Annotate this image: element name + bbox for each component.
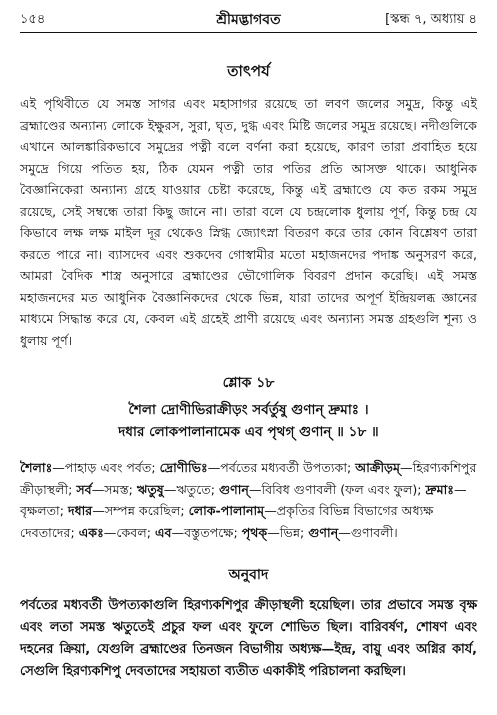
page-content	[20, 60, 477, 683]
synonym-dash: —	[207, 460, 221, 475]
synonym-meaning: পর্বতের মধ্যবর্তী উপত্যকা;	[220, 460, 356, 475]
synonym-word: দ্রুমাঃ	[425, 481, 454, 497]
synonym-dash: —	[400, 460, 413, 475]
synonym-word: পৃথক্	[241, 524, 268, 540]
chapter-reference: [স্কন্ধ ৭, অধ্যায় ৪	[385, 12, 477, 27]
synonym-meaning: বস্তুতপক্ষে;	[184, 524, 242, 540]
page-number: ১৫৪	[20, 12, 46, 27]
header-divider	[20, 32, 477, 33]
synonym-dash: —	[91, 481, 105, 497]
synonym-meaning: ভিন্ন;	[279, 524, 309, 540]
synonym-dash: —	[248, 481, 262, 497]
synonym-word: গুণান্	[218, 481, 249, 497]
synonym-word: দধার	[67, 503, 93, 518]
synonym-word: গুণান্	[308, 524, 339, 540]
synonym-meaning: সম্পন্ন করেছিল;	[104, 503, 189, 518]
synonym-word: শৈলাঃ	[20, 460, 53, 475]
synonym-dash: —	[267, 524, 280, 540]
synonym-meaning: ঋতুতে;	[176, 481, 219, 497]
synonym-word: ঋতুষু	[136, 481, 164, 497]
synonym-meaning: বৃক্ষলতা;	[20, 503, 68, 518]
synonym-dash: —	[52, 460, 65, 475]
synonym-word: আক্রীড়ম্	[355, 460, 401, 475]
purport-heading: তাৎপর্য	[227, 62, 270, 80]
synonym-word: একঃ	[78, 524, 104, 540]
synonym-word: সর্ব	[76, 481, 92, 497]
verse-heading: শ্লোক ১৮	[222, 375, 275, 391]
purport-body: এই পৃথিবীতে যে সমস্ত সাগর এবং মহাসাগর রয়েছে তা লবণ জলের সমুদ্র, কিন্তু এই ব্রহ্মাণ্ডের অন্যান্য লোকে ইক্ষুরস, সুরা, ঘৃত, দুগ্ধ এবং মিষ্টি জলের সমুদ্র রয়েছে। নদীগুলিকে এখানে আলঙ্কারিকভাবে সমুদ্রের পত্নী বলে বর্ণনা করা হয়েছে, কারণ তারা প্রবাহিত হয়ে সমুদ্রে গিয়ে পতিত হয়, ঠিক যেমন পত্নী তার পতির প্রতি আসক্ত থাকে। আধুনিক বৈজ্ঞানিকেরা অন্যান্য গ্রহে যাওয়ার চেষ্টা করেছে, কিন্তু এই ব্রহ্মাণ্ডে যে কত রকম সমুদ্র রয়েছে, সেই সম্বন্ধে তারা কিছু জানে না। তারা বলে যে চন্দ্রলোক ধুলায় পূর্ণ, কিন্তু চন্দ্র যে কিভাবে লক্ষ লক্ষ মাইল দূর থেকেও স্নিগ্ধ জ্যোৎস্না বিতরণ করে তার কোন বিশ্লেষণ তারা করতে পারে না। ব্যাসদেব এবং শুকদেব গোস্বামীর মতো মহাজনদের পদাঙ্ক অনুসরণ করে, আমরা বৈদিক শাস্ত্র অনুসারে ব্রহ্মাণ্ডের ভৌগোলিক বিবরণ প্রদান করেছি। এই সমস্ত মহাজনদের মত আধুনিক বৈজ্ঞানিকদের থেকে ভিন্ন, যারা তাদের অপূর্ণ ইন্দ্রিয়লব্ধ জ্ঞানের মাধ্যমে সিদ্ধান্ত করে যে, কেবল এই গ্রহেই প্রাণী রয়েছে এবং অন্যান্য সমস্ত গ্রহগুলি শূন্য ও ধুলায় পূর্ণ।	[20, 96, 477, 348]
synonym-meaning: কেবল;	[116, 524, 155, 540]
synonym-dash: —	[171, 524, 185, 540]
synonym-meaning: প্রকৃতির বিভিন্ন বিভাগের অধ্যক্ষ দেবতাদের;	[20, 503, 434, 540]
verse-line-1: শৈলা দ্রোণীভিরাক্রীড়ং সর্বর্তুষু গুণান্ দ্রুমাঃ ।	[128, 402, 369, 418]
synonym-meaning: হিরণ্যকশিপুর ক্রীড়াস্থলী;	[20, 460, 477, 497]
synonym-dash: —	[92, 503, 105, 518]
synonym-word: লোক-পালানাম্	[188, 503, 265, 518]
synonym-dash: —	[453, 481, 467, 497]
synonym-meaning: পাহাড় এবং পর্বত;	[64, 460, 160, 475]
synonym-word: দ্রোণীভিঃ	[159, 460, 208, 475]
synonym-dash: —	[163, 481, 177, 497]
translation-body: পর্বতের মধ্যবর্তী উপত্যকাগুলি হিরণ্যকশিপুর ক্রীড়াস্থলী হয়েছিল। তার প্রভাবে সমস্ত বৃক্ষ এবং লতা সমস্ত ঋতুতেই প্রচুর ফল এবং ফুলে শোভিত ছিল। বারিবর্ষণ, শোষণ এবং দহনের ক্রিয়া, যেগুলি ব্রহ্মাণ্ডের তিনজন বিভাগীয় অধ্যক্ষ—ইন্দ্র, বায়ু এবং অগ্নির কার্য, সেগুলি হিরণ্যকশিপু দেবতাদের সহায়তা ব্যতীত একাকীই পরিচালনা করছিল।	[20, 598, 477, 679]
synonym-meaning: বিবিধ গুণাবলী (ফল এবং ফুল);	[261, 481, 426, 497]
synonym-meaning: গুণাবলী।	[350, 524, 398, 540]
translation-heading: অনুবাদ	[228, 567, 269, 583]
synonym-meaning: সমস্ত;	[104, 481, 137, 497]
page-header	[20, 8, 477, 30]
synonym-word: এব	[154, 524, 172, 540]
verse-line-2: দধার লোকপালানামেক এব পৃথগ্ গুণান্ ॥ ১৮ ॥	[118, 424, 379, 440]
book-title: শ্রীমদ্ভাগবত	[216, 12, 281, 28]
synonyms-block	[20, 457, 477, 543]
synonym-dash: —	[264, 503, 277, 518]
synonym-dash: —	[103, 524, 117, 540]
synonym-dash: —	[338, 524, 351, 540]
